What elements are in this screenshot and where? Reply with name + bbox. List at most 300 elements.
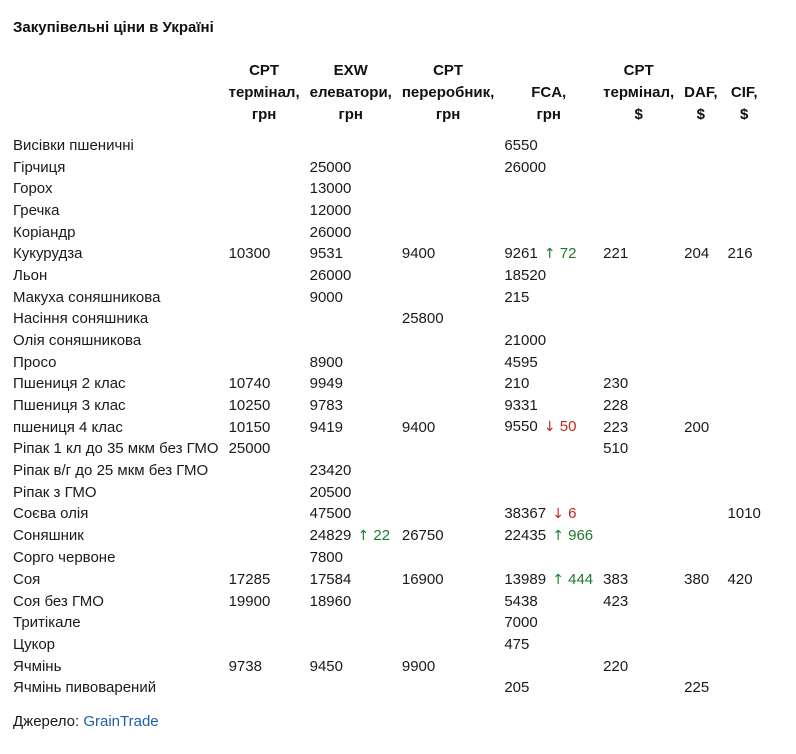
price-cell-cif_usd xyxy=(723,157,766,179)
price-cell-cif_usd xyxy=(723,655,766,677)
price-value: 38367 xyxy=(504,504,547,522)
price-change-up xyxy=(552,527,593,544)
price-cell-exw_uah xyxy=(305,157,397,179)
header-cpt_processor_uah xyxy=(397,60,499,135)
price-cell-cpt_terminal_usd xyxy=(598,634,679,656)
price-cell-daf_usd xyxy=(679,460,722,482)
table-row xyxy=(8,351,766,373)
price-cell-cif_usd xyxy=(723,308,766,330)
price-change-down xyxy=(544,418,577,435)
table-row xyxy=(8,547,766,569)
price-cell-daf_usd xyxy=(679,135,722,157)
price-cell-cpt_processor_uah xyxy=(397,157,499,179)
price-cell-daf_usd xyxy=(679,351,722,373)
price-value: 204 xyxy=(684,245,710,263)
price-value: 8900 xyxy=(309,353,343,371)
price-cell-cpt_terminal_usd xyxy=(598,135,679,157)
product-name: Ячмінь пивоварений xyxy=(13,679,157,697)
price-value: 9450 xyxy=(309,657,343,675)
price-value: 223 xyxy=(603,418,629,436)
arrow-down-icon: ↓ xyxy=(543,419,556,436)
price-cell-cpt_terminal_uah xyxy=(224,547,305,569)
price-cell-cpt_terminal_uah xyxy=(224,200,305,222)
price-cell-cpt_processor_uah xyxy=(397,655,499,677)
price-value: 225 xyxy=(684,679,710,697)
price-delta: 6 xyxy=(568,504,577,522)
price-value: 17285 xyxy=(228,571,271,588)
price-cell-fca_uah xyxy=(499,655,598,677)
product-name: Льон xyxy=(13,267,48,285)
price-cell-cpt_terminal_usd xyxy=(598,395,679,417)
price-cell-daf_usd xyxy=(679,677,722,699)
table-row xyxy=(8,677,766,699)
price-value: 12000 xyxy=(309,202,352,220)
price-cell-daf_usd xyxy=(679,438,722,460)
price-value: 221 xyxy=(603,245,629,263)
price-cell-fca_uah xyxy=(499,200,598,222)
price-cell-fca_uah xyxy=(499,243,598,265)
price-cell-cpt_terminal_usd xyxy=(598,243,679,265)
price-cell-exw_uah xyxy=(305,351,397,373)
price-cell-cif_usd xyxy=(723,612,766,634)
price-value: 9331 xyxy=(504,396,538,414)
price-cell-cpt_processor_uah xyxy=(397,330,499,352)
price-cell-cpt_terminal_uah xyxy=(224,438,305,460)
table-row xyxy=(8,438,766,460)
price-cell-exw_uah xyxy=(305,395,397,417)
product-name: Сорго червоне xyxy=(13,549,116,567)
price-cell-fca_uah xyxy=(499,308,598,330)
price-cell-cpt_terminal_uah xyxy=(224,655,305,677)
price-cell-exw_uah xyxy=(305,481,397,503)
price-value: 24829 xyxy=(309,526,352,544)
price-cell-exw_uah xyxy=(305,330,397,352)
table-body xyxy=(8,135,766,698)
product-name: Соєва олія xyxy=(13,505,89,523)
price-cell-cif_usd xyxy=(723,243,766,265)
header-line: CPT xyxy=(433,62,464,79)
header-line: EXW xyxy=(333,62,368,79)
header-line: $ xyxy=(696,106,706,123)
price-cell-cif_usd xyxy=(723,416,766,438)
price-cell-cif_usd xyxy=(723,569,766,591)
price-value: 18520 xyxy=(504,267,547,285)
price-cell-fca_uah xyxy=(499,221,598,243)
product-name: Просо xyxy=(13,353,57,371)
price-cell-fca_uah xyxy=(499,547,598,569)
product-name: Гречка xyxy=(13,202,60,220)
price-value: 9783 xyxy=(309,396,343,414)
price-value: 230 xyxy=(603,375,629,393)
price-cell-fca_uah xyxy=(499,569,598,591)
price-cell-cif_usd xyxy=(723,591,766,613)
header-fca_uah xyxy=(499,60,598,135)
price-value: 4595 xyxy=(504,353,538,371)
price-cell-cpt_terminal_uah xyxy=(224,460,305,482)
product-name: Ячмінь xyxy=(13,657,62,675)
price-value: 17584 xyxy=(309,571,352,588)
product-name: Ріпак 1 кл до 35 мкм без ГМО xyxy=(13,440,219,458)
header-line: $ xyxy=(634,106,643,123)
table-row xyxy=(8,373,766,395)
price-value: 215 xyxy=(504,288,530,306)
price-cell-cpt_processor_uah xyxy=(397,460,499,482)
price-table xyxy=(8,60,766,698)
price-cell-fca_uah xyxy=(499,157,598,179)
price-cell-cpt_processor_uah xyxy=(397,243,499,265)
price-cell-cif_usd xyxy=(723,547,766,569)
price-cell-cpt_terminal_usd xyxy=(598,287,679,309)
header-cif_usd xyxy=(723,60,766,135)
price-cell-cpt_terminal_usd xyxy=(598,481,679,503)
price-value: 10250 xyxy=(228,396,271,414)
arrow-down-icon: ↓ xyxy=(552,505,564,522)
product-name: Горох xyxy=(13,180,53,198)
price-cell-cpt_terminal_uah xyxy=(224,265,305,287)
price-cell-cif_usd xyxy=(723,200,766,222)
price-value: 13989 xyxy=(504,570,547,588)
price-value: 9900 xyxy=(401,657,436,675)
price-cell-cif_usd xyxy=(723,677,766,699)
price-cell-cif_usd xyxy=(723,178,766,200)
price-cell-daf_usd xyxy=(679,178,722,200)
price-value: 26000 xyxy=(504,158,547,176)
price-cell-cpt_terminal_usd xyxy=(598,460,679,482)
price-cell-cpt_terminal_uah xyxy=(224,481,305,503)
price-cell-cpt_processor_uah xyxy=(397,308,499,330)
page-title: Закупівельні ціни в Україні xyxy=(13,19,214,36)
price-cell-exw_uah xyxy=(305,308,397,330)
price-value: 13000 xyxy=(309,180,352,198)
price-cell-cpt_processor_uah xyxy=(397,373,499,395)
price-cell-fca_uah xyxy=(499,612,598,634)
price-cell-fca_uah xyxy=(499,330,598,352)
price-cell-cpt_terminal_uah xyxy=(224,243,305,265)
product-name: Цукор xyxy=(13,635,56,653)
price-value: 9261 xyxy=(504,244,538,262)
price-cell-cpt_terminal_usd xyxy=(598,591,679,613)
price-cell-cpt_terminal_usd xyxy=(598,330,679,352)
product-name: Коріандр xyxy=(13,223,76,241)
price-cell-cpt_terminal_uah xyxy=(224,157,305,179)
price-cell-daf_usd xyxy=(679,287,722,309)
price-value: 23420 xyxy=(309,462,352,480)
price-cell-cpt_processor_uah xyxy=(397,677,499,699)
price-cell-cpt_terminal_usd xyxy=(598,503,679,525)
price-value: 420 xyxy=(727,571,753,588)
price-cell-cpt_terminal_usd xyxy=(598,351,679,373)
price-cell-fca_uah xyxy=(499,677,598,699)
price-value: 10300 xyxy=(228,245,271,263)
price-cell-exw_uah xyxy=(305,178,397,200)
price-value: 10740 xyxy=(228,375,271,393)
price-value: 25000 xyxy=(309,158,352,176)
header-line: грн xyxy=(251,106,277,123)
product-name: Ріпак з ГМО xyxy=(13,483,97,501)
product-name: Ріпак в/г до 25 мкм без ГМО xyxy=(13,462,209,480)
price-cell-cif_usd xyxy=(723,395,766,417)
price-value: 26000 xyxy=(309,267,352,285)
price-cell-cif_usd xyxy=(723,460,766,482)
price-cell-daf_usd xyxy=(679,655,722,677)
price-delta: 966 xyxy=(568,526,594,544)
price-cell-fca_uah xyxy=(499,287,598,309)
price-cell-cif_usd xyxy=(723,373,766,395)
price-value: 10150 xyxy=(228,418,271,436)
price-cell-exw_uah xyxy=(305,677,397,699)
price-cell-daf_usd xyxy=(679,634,722,656)
table-row xyxy=(8,634,766,656)
product-name: Олія соняшникова xyxy=(13,332,142,350)
table-row xyxy=(8,243,766,265)
price-cell-cpt_terminal_uah xyxy=(224,525,305,547)
header-line: CIF, xyxy=(730,84,758,101)
product-name: Тритікале xyxy=(13,614,81,632)
price-value: 9400 xyxy=(401,245,436,263)
header-cpt_terminal_usd xyxy=(598,60,679,135)
price-cell-cpt_terminal_usd xyxy=(598,525,679,547)
source-label: Джерело: xyxy=(13,713,80,730)
price-cell-daf_usd xyxy=(679,395,722,417)
price-cell-daf_usd xyxy=(679,569,722,591)
source-link[interactable]: GrainTrade xyxy=(83,713,159,730)
header-daf_usd xyxy=(679,60,722,135)
price-cell-cpt_processor_uah xyxy=(397,591,499,613)
header-line: грн xyxy=(435,106,461,123)
price-value: 228 xyxy=(603,396,629,414)
price-cell-exw_uah xyxy=(305,373,397,395)
header-line: CPT xyxy=(623,62,654,79)
price-cell-fca_uah xyxy=(499,135,598,157)
price-value: 423 xyxy=(603,592,629,610)
price-cell-daf_usd xyxy=(679,525,722,547)
price-value: 205 xyxy=(504,679,530,697)
price-cell-cpt_processor_uah xyxy=(397,612,499,634)
price-cell-cpt_processor_uah xyxy=(397,525,499,547)
price-value: 220 xyxy=(603,657,629,675)
price-cell-cpt_terminal_uah xyxy=(224,569,305,591)
price-cell-cpt_terminal_usd xyxy=(598,308,679,330)
table-row xyxy=(8,655,766,677)
price-cell-fca_uah xyxy=(499,634,598,656)
price-value: 7000 xyxy=(504,614,538,632)
price-cell-cpt_terminal_uah xyxy=(224,287,305,309)
price-cell-cpt_terminal_uah xyxy=(224,221,305,243)
price-cell-cpt_terminal_uah xyxy=(224,351,305,373)
price-cell-fca_uah xyxy=(499,460,598,482)
price-cell-daf_usd xyxy=(679,373,722,395)
price-cell-cpt_terminal_usd xyxy=(598,677,679,699)
price-value: 9550 xyxy=(504,418,538,436)
product-name: Гірчиця xyxy=(13,158,66,176)
price-cell-cpt_terminal_uah xyxy=(224,612,305,634)
price-cell-cif_usd xyxy=(723,135,766,157)
price-cell-cpt_terminal_usd xyxy=(598,569,679,591)
price-cell-daf_usd xyxy=(679,503,722,525)
table-row xyxy=(8,330,766,352)
price-cell-cpt_terminal_usd xyxy=(598,157,679,179)
price-cell-cpt_terminal_uah xyxy=(224,416,305,438)
price-cell-exw_uah xyxy=(305,503,397,525)
price-value: 20500 xyxy=(309,483,352,501)
price-cell-daf_usd xyxy=(679,330,722,352)
price-value: 7800 xyxy=(309,549,343,567)
price-delta: 22 xyxy=(373,526,391,544)
table-row xyxy=(8,221,766,243)
price-value: 1010 xyxy=(727,505,761,523)
price-value: 22435 xyxy=(504,526,547,544)
price-cell-exw_uah xyxy=(305,569,397,591)
price-cell-cif_usd xyxy=(723,287,766,309)
price-value: 9419 xyxy=(309,418,343,436)
price-value: 383 xyxy=(603,571,629,588)
price-cell-fca_uah xyxy=(499,481,598,503)
price-cell-daf_usd xyxy=(679,221,722,243)
product-name: Висівки пшеничні xyxy=(13,137,134,155)
table-row xyxy=(8,265,766,287)
price-change-up xyxy=(552,571,593,588)
price-cell-cpt_terminal_uah xyxy=(224,395,305,417)
table-row xyxy=(8,416,766,438)
price-cell-exw_uah xyxy=(305,655,397,677)
arrow-up-icon: ↑ xyxy=(543,245,556,262)
price-cell-cpt_processor_uah xyxy=(397,569,499,591)
price-value: 216 xyxy=(727,245,753,263)
table-row xyxy=(8,395,766,417)
price-cell-cpt_terminal_usd xyxy=(598,265,679,287)
price-cell-cpt_processor_uah xyxy=(397,200,499,222)
price-cell-cif_usd xyxy=(723,221,766,243)
price-cell-cpt_processor_uah xyxy=(397,395,499,417)
header-line: $ xyxy=(740,106,749,123)
header-exw_uah xyxy=(305,60,397,135)
header-line: термінал, xyxy=(603,84,675,101)
price-cell-exw_uah xyxy=(305,591,397,613)
header-line: елеватори, xyxy=(309,84,392,101)
price-value: 9400 xyxy=(401,418,436,436)
product-name: Соя xyxy=(13,571,41,588)
price-cell-exw_uah xyxy=(305,200,397,222)
price-cell-cpt_processor_uah xyxy=(397,634,499,656)
price-cell-exw_uah xyxy=(305,243,397,265)
price-cell-cpt_terminal_uah xyxy=(224,330,305,352)
price-value: 380 xyxy=(684,571,710,588)
price-change-down xyxy=(552,505,576,522)
price-cell-cpt_terminal_uah xyxy=(224,308,305,330)
price-value: 47500 xyxy=(309,505,352,523)
price-cell-fca_uah xyxy=(499,416,598,438)
price-cell-fca_uah xyxy=(499,591,598,613)
header-line: грн xyxy=(536,106,561,123)
product-name: Пшениця 2 клас xyxy=(13,375,126,393)
price-cell-cpt_processor_uah xyxy=(397,416,499,438)
price-value: 5438 xyxy=(504,592,538,610)
price-value: 25800 xyxy=(401,310,444,328)
price-cell-cif_usd xyxy=(723,503,766,525)
header-line: DAF, xyxy=(684,84,718,101)
price-cell-fca_uah xyxy=(499,395,598,417)
price-cell-exw_uah xyxy=(305,416,397,438)
price-cell-fca_uah xyxy=(499,373,598,395)
price-cell-cpt_processor_uah xyxy=(397,503,499,525)
price-value: 25000 xyxy=(228,440,271,458)
header-line: термінал, xyxy=(228,84,300,101)
product-name: Макуха соняшникова xyxy=(13,288,161,306)
price-cell-cpt_terminal_uah xyxy=(224,591,305,613)
price-cell-cpt_terminal_uah xyxy=(224,677,305,699)
price-value: 9000 xyxy=(309,288,343,306)
price-cell-daf_usd xyxy=(679,591,722,613)
price-value: 16900 xyxy=(401,571,444,588)
price-cell-fca_uah xyxy=(499,438,598,460)
price-cell-cpt_terminal_usd xyxy=(598,200,679,222)
price-cell-exw_uah xyxy=(305,265,397,287)
price-cell-exw_uah xyxy=(305,525,397,547)
price-cell-cpt_terminal_usd xyxy=(598,438,679,460)
price-cell-fca_uah xyxy=(499,503,598,525)
table-row xyxy=(8,612,766,634)
price-cell-daf_usd xyxy=(679,243,722,265)
price-cell-cpt_processor_uah xyxy=(397,178,499,200)
price-cell-daf_usd xyxy=(679,265,722,287)
price-cell-cif_usd xyxy=(723,634,766,656)
price-cell-cif_usd xyxy=(723,351,766,373)
price-cell-cpt_terminal_usd xyxy=(598,416,679,438)
table-row xyxy=(8,591,766,613)
table-row xyxy=(8,200,766,222)
product-name: пшениця 4 клас xyxy=(13,418,123,436)
product-name: Соя без ГМО xyxy=(13,592,104,610)
price-cell-exw_uah xyxy=(305,612,397,634)
price-change-up xyxy=(358,527,391,544)
price-cell-cpt_terminal_uah xyxy=(224,135,305,157)
arrow-up-icon: ↑ xyxy=(357,527,370,544)
price-value: 26750 xyxy=(401,527,444,545)
table-row xyxy=(8,178,766,200)
price-cell-cpt_terminal_usd xyxy=(598,547,679,569)
price-cell-cpt_processor_uah xyxy=(397,547,499,569)
price-cell-cpt_processor_uah xyxy=(397,265,499,287)
header-cpt_terminal_uah xyxy=(224,60,305,135)
price-cell-exw_uah xyxy=(305,460,397,482)
table-row xyxy=(8,135,766,157)
price-cell-exw_uah xyxy=(305,135,397,157)
header-line: переробник, xyxy=(401,84,495,101)
price-cell-daf_usd xyxy=(679,612,722,634)
product-name: Насіння соняшника xyxy=(13,310,149,328)
price-delta: 444 xyxy=(568,570,594,588)
price-cell-exw_uah xyxy=(305,287,397,309)
table-row xyxy=(8,287,766,309)
price-cell-cif_usd xyxy=(723,265,766,287)
price-cell-cpt_terminal_usd xyxy=(598,655,679,677)
table-row xyxy=(8,157,766,179)
price-cell-cpt_terminal_uah xyxy=(224,373,305,395)
price-value: 9949 xyxy=(309,375,343,393)
price-value: 26000 xyxy=(309,223,352,241)
price-cell-exw_uah xyxy=(305,221,397,243)
price-cell-cpt_terminal_usd xyxy=(598,178,679,200)
price-cell-cpt_processor_uah xyxy=(397,351,499,373)
price-value: 18960 xyxy=(309,592,352,610)
header-product xyxy=(8,60,224,135)
arrow-up-icon: ↑ xyxy=(552,571,564,588)
table-row xyxy=(8,503,766,525)
price-delta: 50 xyxy=(559,418,577,436)
price-value: 210 xyxy=(504,375,530,393)
table-row xyxy=(8,481,766,503)
price-cell-exw_uah xyxy=(305,547,397,569)
